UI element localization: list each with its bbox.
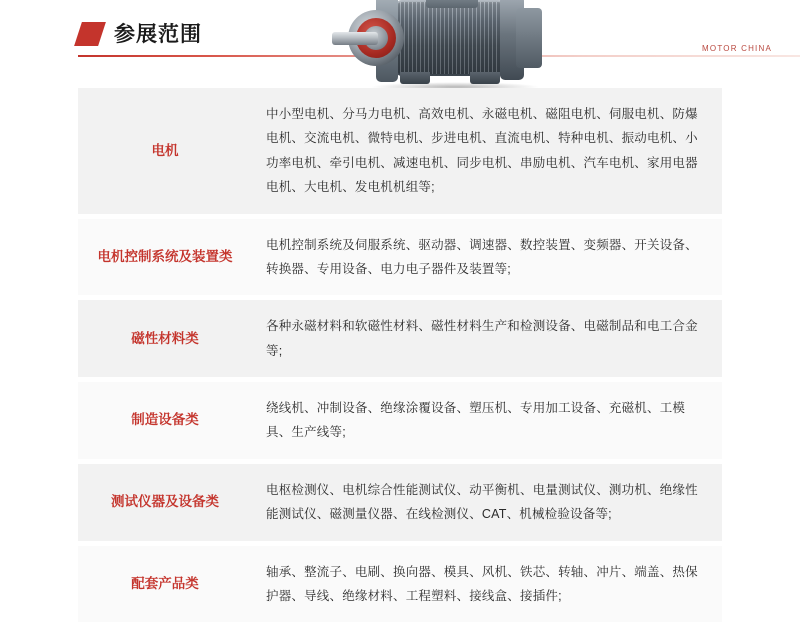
motor-foot-right [470,72,500,84]
page-title-group [78,22,202,46]
category-description-text: 电枢检测仪、电机综合性能测试仪、动平衡机、电量测试仪、测功机、绝缘性能测试仪、磁测量仪器、在线检测仪、CAT、机械检验设备等; [266,478,706,527]
category-label: 配套产品类 [78,546,252,622]
category-description [252,382,722,459]
table-row [78,382,722,459]
category-description [252,88,722,214]
category-description [252,464,722,541]
category-description [252,219,722,296]
motor-shaft [332,32,378,45]
table-row [78,546,722,622]
table-row [78,88,722,214]
category-label: 磁性材料类 [78,300,252,377]
brand-logo-text: MOTOR CHINA [702,44,772,53]
page-header [0,0,800,88]
category-description-text: 各种永磁材料和软磁性材料、磁性材料生产和检测设备、电磁制品和电工合金等; [266,314,706,363]
motor-foot-left [400,72,430,84]
table-row [78,464,722,541]
table-row [78,219,722,296]
category-description [252,300,722,377]
category-description-text: 中小型电机、分马力电机、高效电机、永磁电机、磁阻电机、伺服电机、防爆电机、交流电机、微特电机、步进电机、直流电机、特种电机、振动电机、小功率电机、牵引电机、减速电机、同步电机、串励电机、汽车电机、家用电器电机、大电机、发电机机组等; [266,102,706,200]
electric-motor-image [330,0,570,88]
table-row [78,300,722,377]
category-description-text: 绕线机、冲制设备、绝缘涂覆设备、塑压机、专用加工设备、充磁机、工模具、生产线等; [266,396,706,445]
diamond-marker-icon [74,22,106,46]
category-description [252,546,722,622]
exhibit-scope-table [78,88,722,622]
category-label: 电机控制系统及装置类 [78,219,252,296]
motor-end-cap [516,8,542,68]
motor-cooling-fins [396,2,504,74]
category-description-text: 电机控制系统及伺服系统、驱动器、调速器、数控装置、变频器、开关设备、转换器、专用设备、电力电子器件及装置等; [266,233,706,282]
page-title: 参展范围 [114,24,202,45]
category-description-text: 轴承、整流子、电刷、换向器、模具、风机、铁芯、转轴、冲片、端盖、热保护器、导线、绝缘材料、工程塑料、接线盒、接插件; [266,560,706,609]
category-label: 电机 [78,88,252,214]
category-label: 制造设备类 [78,382,252,459]
motor-terminal-box [426,0,478,8]
category-label: 测试仪器及设备类 [78,464,252,541]
motor-shadow [370,82,540,88]
